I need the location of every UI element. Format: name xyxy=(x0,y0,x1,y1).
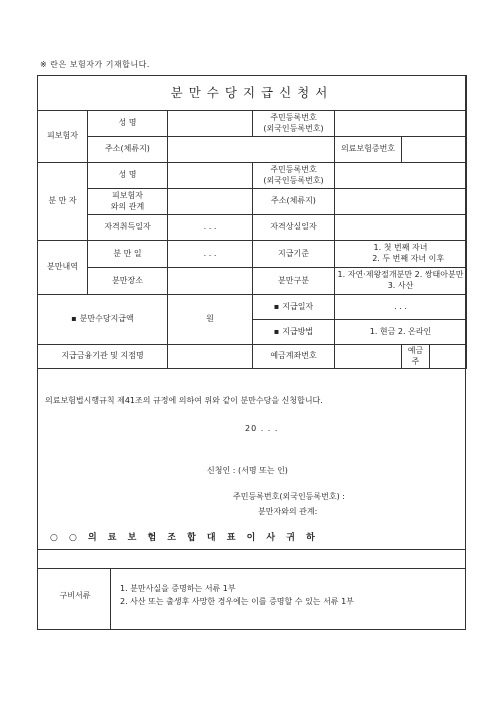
required-docs-list xyxy=(120,583,354,609)
insured-name-label: 성 명 xyxy=(88,111,168,137)
insured-card-label: 의료보험증번호 xyxy=(335,137,402,163)
applicant-rrn[interactable]: 주민등록번호(외국인등록번호) : xyxy=(233,492,345,501)
insured-rrn-field[interactable] xyxy=(335,111,467,137)
mother-section-label: 분 만 자 xyxy=(38,163,88,241)
divider-line xyxy=(37,549,466,550)
method-options[interactable]: 1. 현금 2. 온라인 xyxy=(335,320,467,345)
instruction-note: ※ 란은 보험자가 기재합니다. xyxy=(40,60,150,69)
mother-rrn-field[interactable] xyxy=(335,163,467,189)
qual-acquired-field[interactable]: . . . xyxy=(168,215,253,241)
bank-institution-label: 지급금융기관 및 지점명 xyxy=(38,345,168,369)
applicant-signature[interactable]: 신청인 : (서명 또는 인) xyxy=(207,466,288,475)
form-title: 분만수당지급신청서 xyxy=(38,76,467,111)
mother-name-label: 성 명 xyxy=(88,163,168,189)
amount-label: ▪ 분만수당지급액 xyxy=(38,295,168,345)
bank-institution-field[interactable] xyxy=(168,345,253,369)
qual-lost-field[interactable] xyxy=(335,215,467,241)
insured-address-label: 주소(체류지) xyxy=(88,137,168,163)
criteria-options[interactable]: 1. 첫 번째 자녀 2. 두 번째 자녀 이후 xyxy=(335,241,467,268)
required-docs-label: 구비서류 xyxy=(59,591,91,600)
application-form-table xyxy=(37,75,467,369)
insured-address-field[interactable] xyxy=(168,137,335,163)
delivery-type-options[interactable]: 1. 자연·제왕절개분만 2. 쌍태아분만 3. 사산 xyxy=(335,268,467,295)
insured-name-field[interactable] xyxy=(168,111,253,137)
pay-date-field[interactable]: . . . xyxy=(335,295,467,320)
delivery-type-label: 분만구분 xyxy=(253,268,335,295)
addressee: ○ ○ 의 료 보 험 조 합 대 표 이 사 귀 하 xyxy=(50,533,319,543)
list-item: 2. 사산 또는 출생후 사망한 경우에는 이를 증명할 수 있는 서류 1부 xyxy=(120,596,354,606)
delivery-date-field[interactable]: . . . xyxy=(168,241,253,268)
list-item: 1. 분만사실을 증명하는 서류 1부 xyxy=(120,584,236,593)
applicant-relation[interactable]: 분만자와의 관계: xyxy=(258,507,318,516)
mother-relation-label: 피보험자 와의 관계 xyxy=(88,189,168,215)
delivery-section-label: 분만내역 xyxy=(38,241,88,295)
delivery-place-field[interactable] xyxy=(168,268,253,295)
qual-acquired-label: 자격취득일자 xyxy=(88,215,168,241)
mother-relation-field[interactable] xyxy=(168,189,253,215)
pay-date-label: ▪ 지급일자 xyxy=(253,295,335,320)
delivery-date-label: 분 만 일 xyxy=(88,241,168,268)
mother-name-field[interactable] xyxy=(168,163,253,189)
bank-account-label: 예금계좌번호 xyxy=(253,345,335,369)
divider-line xyxy=(37,568,466,569)
mother-rrn-label: 주민등록번호 (외국인등록번호) xyxy=(253,163,335,189)
holder-field[interactable] xyxy=(430,345,467,369)
qual-lost-label: 자격상실일자 xyxy=(253,215,335,241)
bank-account-field[interactable] xyxy=(335,345,402,369)
delivery-place-label: 분만장소 xyxy=(88,268,168,295)
insured-section-label: 피보험자 xyxy=(38,111,88,163)
docs-separator xyxy=(110,568,111,630)
holder-label: 예금주 xyxy=(402,345,430,369)
method-label: ▪ 지급방법 xyxy=(253,320,335,345)
mother-address-label: 주소(체류지) xyxy=(253,189,335,215)
criteria-label: 지급기준 xyxy=(253,241,335,268)
application-statement: 의료보험법시행규칙 제41조의 규정에 의하여 위와 같이 분만수당을 신청합니다. xyxy=(45,396,323,405)
mother-address-field[interactable] xyxy=(335,189,467,215)
insured-card-field[interactable] xyxy=(402,137,467,163)
amount-field[interactable] xyxy=(168,295,253,345)
won-unit: 원 xyxy=(206,314,214,324)
application-date[interactable]: 20 . . . xyxy=(245,424,279,433)
insured-rrn-label: 주민등록번호 (외국인등록번호) xyxy=(253,111,335,137)
